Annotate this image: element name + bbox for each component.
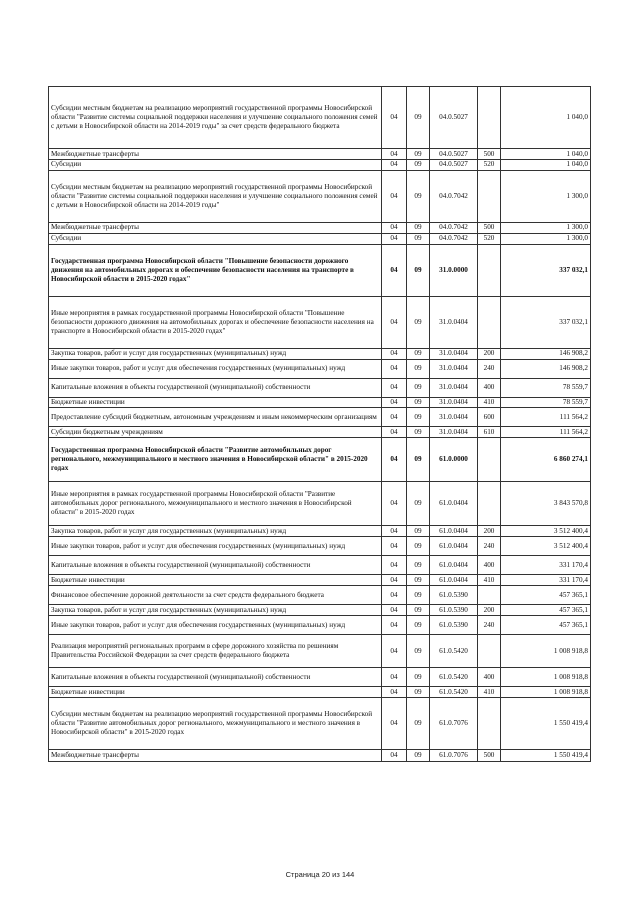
row-amount: 3 512 400,4: [501, 526, 591, 537]
row-subsection-code: 09: [407, 159, 430, 170]
row-ministry-code: 04: [382, 159, 407, 170]
row-ministry-code: 04: [382, 149, 407, 160]
row-amount: 1 008 918,8: [501, 635, 591, 668]
row-name: Бюджетные инвестиции: [49, 687, 382, 698]
row-amount: 111 564,2: [501, 427, 591, 438]
row-subsection-code: 09: [407, 668, 430, 687]
table-row: [49, 697, 591, 749]
row-expense-type: 500: [478, 149, 501, 160]
row-target-code: 61.0.0404: [430, 537, 478, 556]
table-row: [49, 427, 591, 438]
row-ministry-code: 04: [382, 244, 407, 296]
row-ministry-code: 04: [382, 526, 407, 537]
row-ministry-code: 04: [382, 556, 407, 575]
row-amount: 1 300,0: [501, 233, 591, 244]
row-name: Субсидии местным бюджетам на реализацию мероприятий государственной программы Новосибирской области "Развитие системы социальной поддержки населения и улучшение социального положения семей с детьми в Новосибирской области на 2014-2019 годы": [49, 170, 382, 222]
row-name: Субсидии: [49, 233, 382, 244]
row-target-code: 61.0.5390: [430, 616, 478, 635]
row-ministry-code: 04: [382, 586, 407, 605]
row-name: Субсидии: [49, 159, 382, 170]
row-name: Капитальные вложения в объекты государственной (муниципальной) собственности: [49, 668, 382, 687]
row-subsection-code: 09: [407, 586, 430, 605]
row-subsection-code: 09: [407, 749, 430, 761]
row-target-code: 04.0.5027: [430, 149, 478, 160]
row-subsection-code: 09: [407, 170, 430, 222]
row-amount: 78 559,7: [501, 378, 591, 397]
row-name: Иные закупки товаров, работ и услуг для обеспечения государственных (муниципальных) нужд: [49, 537, 382, 556]
row-subsection-code: 09: [407, 296, 430, 348]
row-ministry-code: 04: [382, 427, 407, 438]
table-row: [49, 668, 591, 687]
row-subsection-code: 09: [407, 244, 430, 296]
row-ministry-code: 04: [382, 616, 407, 635]
row-amount: 1 040,0: [501, 159, 591, 170]
row-subsection-code: 09: [407, 408, 430, 427]
row-target-code: 61.0.0404: [430, 526, 478, 537]
row-amount: 1 040,0: [501, 149, 591, 160]
table-row: [49, 616, 591, 635]
row-subsection-code: 09: [407, 556, 430, 575]
row-expense-type: [478, 438, 501, 482]
row-name: Государственная программа Новосибирской области "Повышение безопасности дорожного движения на автомобильных дорогах и обеспечение безопасности населения на транспорте в Новосибирской области в 2015-2020 годах": [49, 244, 382, 296]
row-expense-type: 200: [478, 526, 501, 537]
row-ministry-code: 04: [382, 233, 407, 244]
table-row: [49, 537, 591, 556]
row-target-code: 61.0.7076: [430, 749, 478, 761]
row-amount: 457 365,1: [501, 605, 591, 616]
row-expense-type: 520: [478, 233, 501, 244]
table-row: [49, 575, 591, 586]
row-amount: 6 860 274,1: [501, 438, 591, 482]
row-subsection-code: 09: [407, 697, 430, 749]
row-subsection-code: 09: [407, 537, 430, 556]
table-row: [49, 159, 591, 170]
row-ministry-code: 04: [382, 635, 407, 668]
row-target-code: 04.0.7042: [430, 233, 478, 244]
row-target-code: 31.0.0404: [430, 296, 478, 348]
row-amount: 457 365,1: [501, 586, 591, 605]
row-name: Субсидии бюджетным учреждениям: [49, 427, 382, 438]
row-subsection-code: 09: [407, 438, 430, 482]
table-row: [49, 586, 591, 605]
row-name: Капитальные вложения в объекты государственной (муниципальной) собственности: [49, 378, 382, 397]
row-amount: 337 032,1: [501, 244, 591, 296]
row-ministry-code: 04: [382, 296, 407, 348]
row-subsection-code: 09: [407, 575, 430, 586]
row-expense-type: 400: [478, 378, 501, 397]
row-target-code: 04.0.5027: [430, 87, 478, 149]
table-row: [49, 378, 591, 397]
table-row: [49, 687, 591, 698]
row-expense-type: 240: [478, 616, 501, 635]
table-row: [49, 359, 591, 378]
row-ministry-code: 04: [382, 482, 407, 526]
row-target-code: 61.0.5420: [430, 668, 478, 687]
row-expense-type: [478, 635, 501, 668]
row-subsection-code: 09: [407, 233, 430, 244]
row-ministry-code: 04: [382, 378, 407, 397]
row-expense-type: 200: [478, 605, 501, 616]
budget-table-container: [48, 86, 590, 762]
row-amount: 146 908,2: [501, 348, 591, 359]
row-ministry-code: 04: [382, 749, 407, 761]
row-subsection-code: 09: [407, 87, 430, 149]
row-ministry-code: 04: [382, 697, 407, 749]
row-expense-type: [478, 87, 501, 149]
row-subsection-code: 09: [407, 482, 430, 526]
row-ministry-code: 04: [382, 359, 407, 378]
row-subsection-code: 09: [407, 427, 430, 438]
table-row: [49, 296, 591, 348]
row-ministry-code: 04: [382, 397, 407, 408]
row-ministry-code: 04: [382, 605, 407, 616]
row-expense-type: [478, 170, 501, 222]
row-subsection-code: 09: [407, 149, 430, 160]
row-expense-type: 410: [478, 397, 501, 408]
row-subsection-code: 09: [407, 635, 430, 668]
table-row: [49, 87, 591, 149]
row-amount: 1 550 419,4: [501, 749, 591, 761]
row-amount: 146 908,2: [501, 359, 591, 378]
table-row: [49, 408, 591, 427]
row-ministry-code: 04: [382, 438, 407, 482]
budget-table-body: [49, 87, 591, 762]
row-subsection-code: 09: [407, 687, 430, 698]
table-row: [49, 526, 591, 537]
row-name: Капитальные вложения в объекты государственной (муниципальной) собственности: [49, 556, 382, 575]
row-name: Иные мероприятия в рамках государственной программы Новосибирской области "Развитие автомобильных дорог регионального, межмуниципального и местного значения в Новосибирской области" в 2015-2020 годах: [49, 482, 382, 526]
row-target-code: 61.0.0404: [430, 556, 478, 575]
row-subsection-code: 09: [407, 397, 430, 408]
row-name: Предоставление субсидий бюджетным, автономным учреждениям и иным некоммерческим организациям: [49, 408, 382, 427]
row-expense-type: 410: [478, 687, 501, 698]
row-amount: 78 559,7: [501, 397, 591, 408]
row-expense-type: 600: [478, 408, 501, 427]
row-expense-type: [478, 296, 501, 348]
table-row: [49, 170, 591, 222]
row-expense-type: 500: [478, 749, 501, 761]
row-target-code: 31.0.0404: [430, 348, 478, 359]
row-expense-type: 240: [478, 537, 501, 556]
row-target-code: 61.0.0000: [430, 438, 478, 482]
row-target-code: 31.0.0404: [430, 427, 478, 438]
row-expense-type: 200: [478, 348, 501, 359]
row-expense-type: [478, 697, 501, 749]
row-subsection-code: 09: [407, 616, 430, 635]
table-row: [49, 348, 591, 359]
row-name: Иные мероприятия в рамках государственной программы Новосибирской области "Повышение безопасности дорожного движения на автомобильных дорогах и обеспечение безопасности населения на транспорте в Новосибирской области в 2015-2020 годах": [49, 296, 382, 348]
table-row: [49, 635, 591, 668]
row-subsection-code: 09: [407, 359, 430, 378]
row-ministry-code: 04: [382, 537, 407, 556]
row-name: Бюджетные инвестиции: [49, 397, 382, 408]
table-row: [49, 749, 591, 761]
row-target-code: 61.0.7076: [430, 697, 478, 749]
row-name: Государственная программа Новосибирской области "Развитие автомобильных дорог регионального, межмуниципального и местного значения в Новосибирской области" в 2015-2020 годах: [49, 438, 382, 482]
row-subsection-code: 09: [407, 348, 430, 359]
row-name: Иные закупки товаров, работ и услуг для обеспечения государственных (муниципальных) нужд: [49, 616, 382, 635]
row-amount: 331 170,4: [501, 575, 591, 586]
table-row: [49, 233, 591, 244]
row-amount: 1 008 918,8: [501, 687, 591, 698]
table-row: [49, 556, 591, 575]
row-expense-type: 410: [478, 575, 501, 586]
table-row: [49, 397, 591, 408]
row-target-code: 61.0.5390: [430, 605, 478, 616]
row-target-code: 61.0.0404: [430, 482, 478, 526]
row-ministry-code: 04: [382, 87, 407, 149]
row-amount: 1 550 419,4: [501, 697, 591, 749]
row-name: Субсидии местным бюджетам на реализацию мероприятий государственной программы Новосибирской области "Развитие автомобильных дорог регионального, межмуниципального и местного значения в Новосибирской области" в 2015-2020 годах: [49, 697, 382, 749]
row-subsection-code: 09: [407, 605, 430, 616]
row-ministry-code: 04: [382, 668, 407, 687]
row-amount: 111 564,2: [501, 408, 591, 427]
row-target-code: 31.0.0404: [430, 397, 478, 408]
row-name: Бюджетные инвестиции: [49, 575, 382, 586]
page-number: Страница 20 из 144: [285, 870, 355, 879]
row-target-code: 31.0.0404: [430, 359, 478, 378]
row-ministry-code: 04: [382, 408, 407, 427]
row-target-code: 61.0.0404: [430, 575, 478, 586]
row-ministry-code: 04: [382, 348, 407, 359]
row-name: Закупка товаров, работ и услуг для государственных (муниципальных) нужд: [49, 526, 382, 537]
row-expense-type: 610: [478, 427, 501, 438]
row-name: Реализация мероприятий региональных программ в сфере дорожного хозяйства по решениям Правительства Российской Федерации за счет средств федерального бюджета: [49, 635, 382, 668]
table-row: [49, 244, 591, 296]
row-ministry-code: 04: [382, 575, 407, 586]
budget-table: [48, 86, 591, 762]
table-row: [49, 482, 591, 526]
row-ministry-code: 04: [382, 222, 407, 233]
row-target-code: 04.0.7042: [430, 222, 478, 233]
row-target-code: 31.0.0000: [430, 244, 478, 296]
row-name: Межбюджетные трансферты: [49, 749, 382, 761]
table-row: [49, 605, 591, 616]
row-target-code: 04.0.7042: [430, 170, 478, 222]
row-target-code: 31.0.0404: [430, 378, 478, 397]
row-subsection-code: 09: [407, 222, 430, 233]
row-name: Субсидии местным бюджетам на реализацию мероприятий государственной программы Новосибирской области "Развитие системы социальной поддержки населения и улучшение социального положения семей с детьми в Новосибирской области на 2014-2019 годы" за счет средств федерального бюджета: [49, 87, 382, 149]
row-amount: 1 300,0: [501, 170, 591, 222]
row-name: Закупка товаров, работ и услуг для государственных (муниципальных) нужд: [49, 348, 382, 359]
row-subsection-code: 09: [407, 526, 430, 537]
row-amount: 3 512 400,4: [501, 537, 591, 556]
row-ministry-code: 04: [382, 170, 407, 222]
row-target-code: 04.0.5027: [430, 159, 478, 170]
row-expense-type: 500: [478, 222, 501, 233]
table-row: [49, 149, 591, 160]
row-expense-type: [478, 244, 501, 296]
row-name: Закупка товаров, работ и услуг для государственных (муниципальных) нужд: [49, 605, 382, 616]
row-expense-type: 400: [478, 556, 501, 575]
row-amount: 1 008 918,8: [501, 668, 591, 687]
row-expense-type: 240: [478, 359, 501, 378]
row-amount: 1 300,0: [501, 222, 591, 233]
row-target-code: 61.0.5390: [430, 586, 478, 605]
row-target-code: 61.0.5420: [430, 687, 478, 698]
row-amount: 457 365,1: [501, 616, 591, 635]
row-expense-type: 400: [478, 668, 501, 687]
row-subsection-code: 09: [407, 378, 430, 397]
row-amount: 3 843 570,8: [501, 482, 591, 526]
row-name: Межбюджетные трансферты: [49, 149, 382, 160]
row-expense-type: [478, 482, 501, 526]
row-target-code: 31.0.0404: [430, 408, 478, 427]
row-target-code: 61.0.5420: [430, 635, 478, 668]
row-name: Финансовое обеспечение дорожной деятельности за счет средств федерального бюджета: [49, 586, 382, 605]
row-name: Иные закупки товаров, работ и услуг для обеспечения государственных (муниципальных) нужд: [49, 359, 382, 378]
row-expense-type: [478, 586, 501, 605]
row-amount: 1 040,0: [501, 87, 591, 149]
row-amount: 331 170,4: [501, 556, 591, 575]
table-row: [49, 438, 591, 482]
row-expense-type: 520: [478, 159, 501, 170]
row-name: Межбюджетные трансферты: [49, 222, 382, 233]
row-ministry-code: 04: [382, 687, 407, 698]
table-row: [49, 222, 591, 233]
row-amount: 337 032,1: [501, 296, 591, 348]
